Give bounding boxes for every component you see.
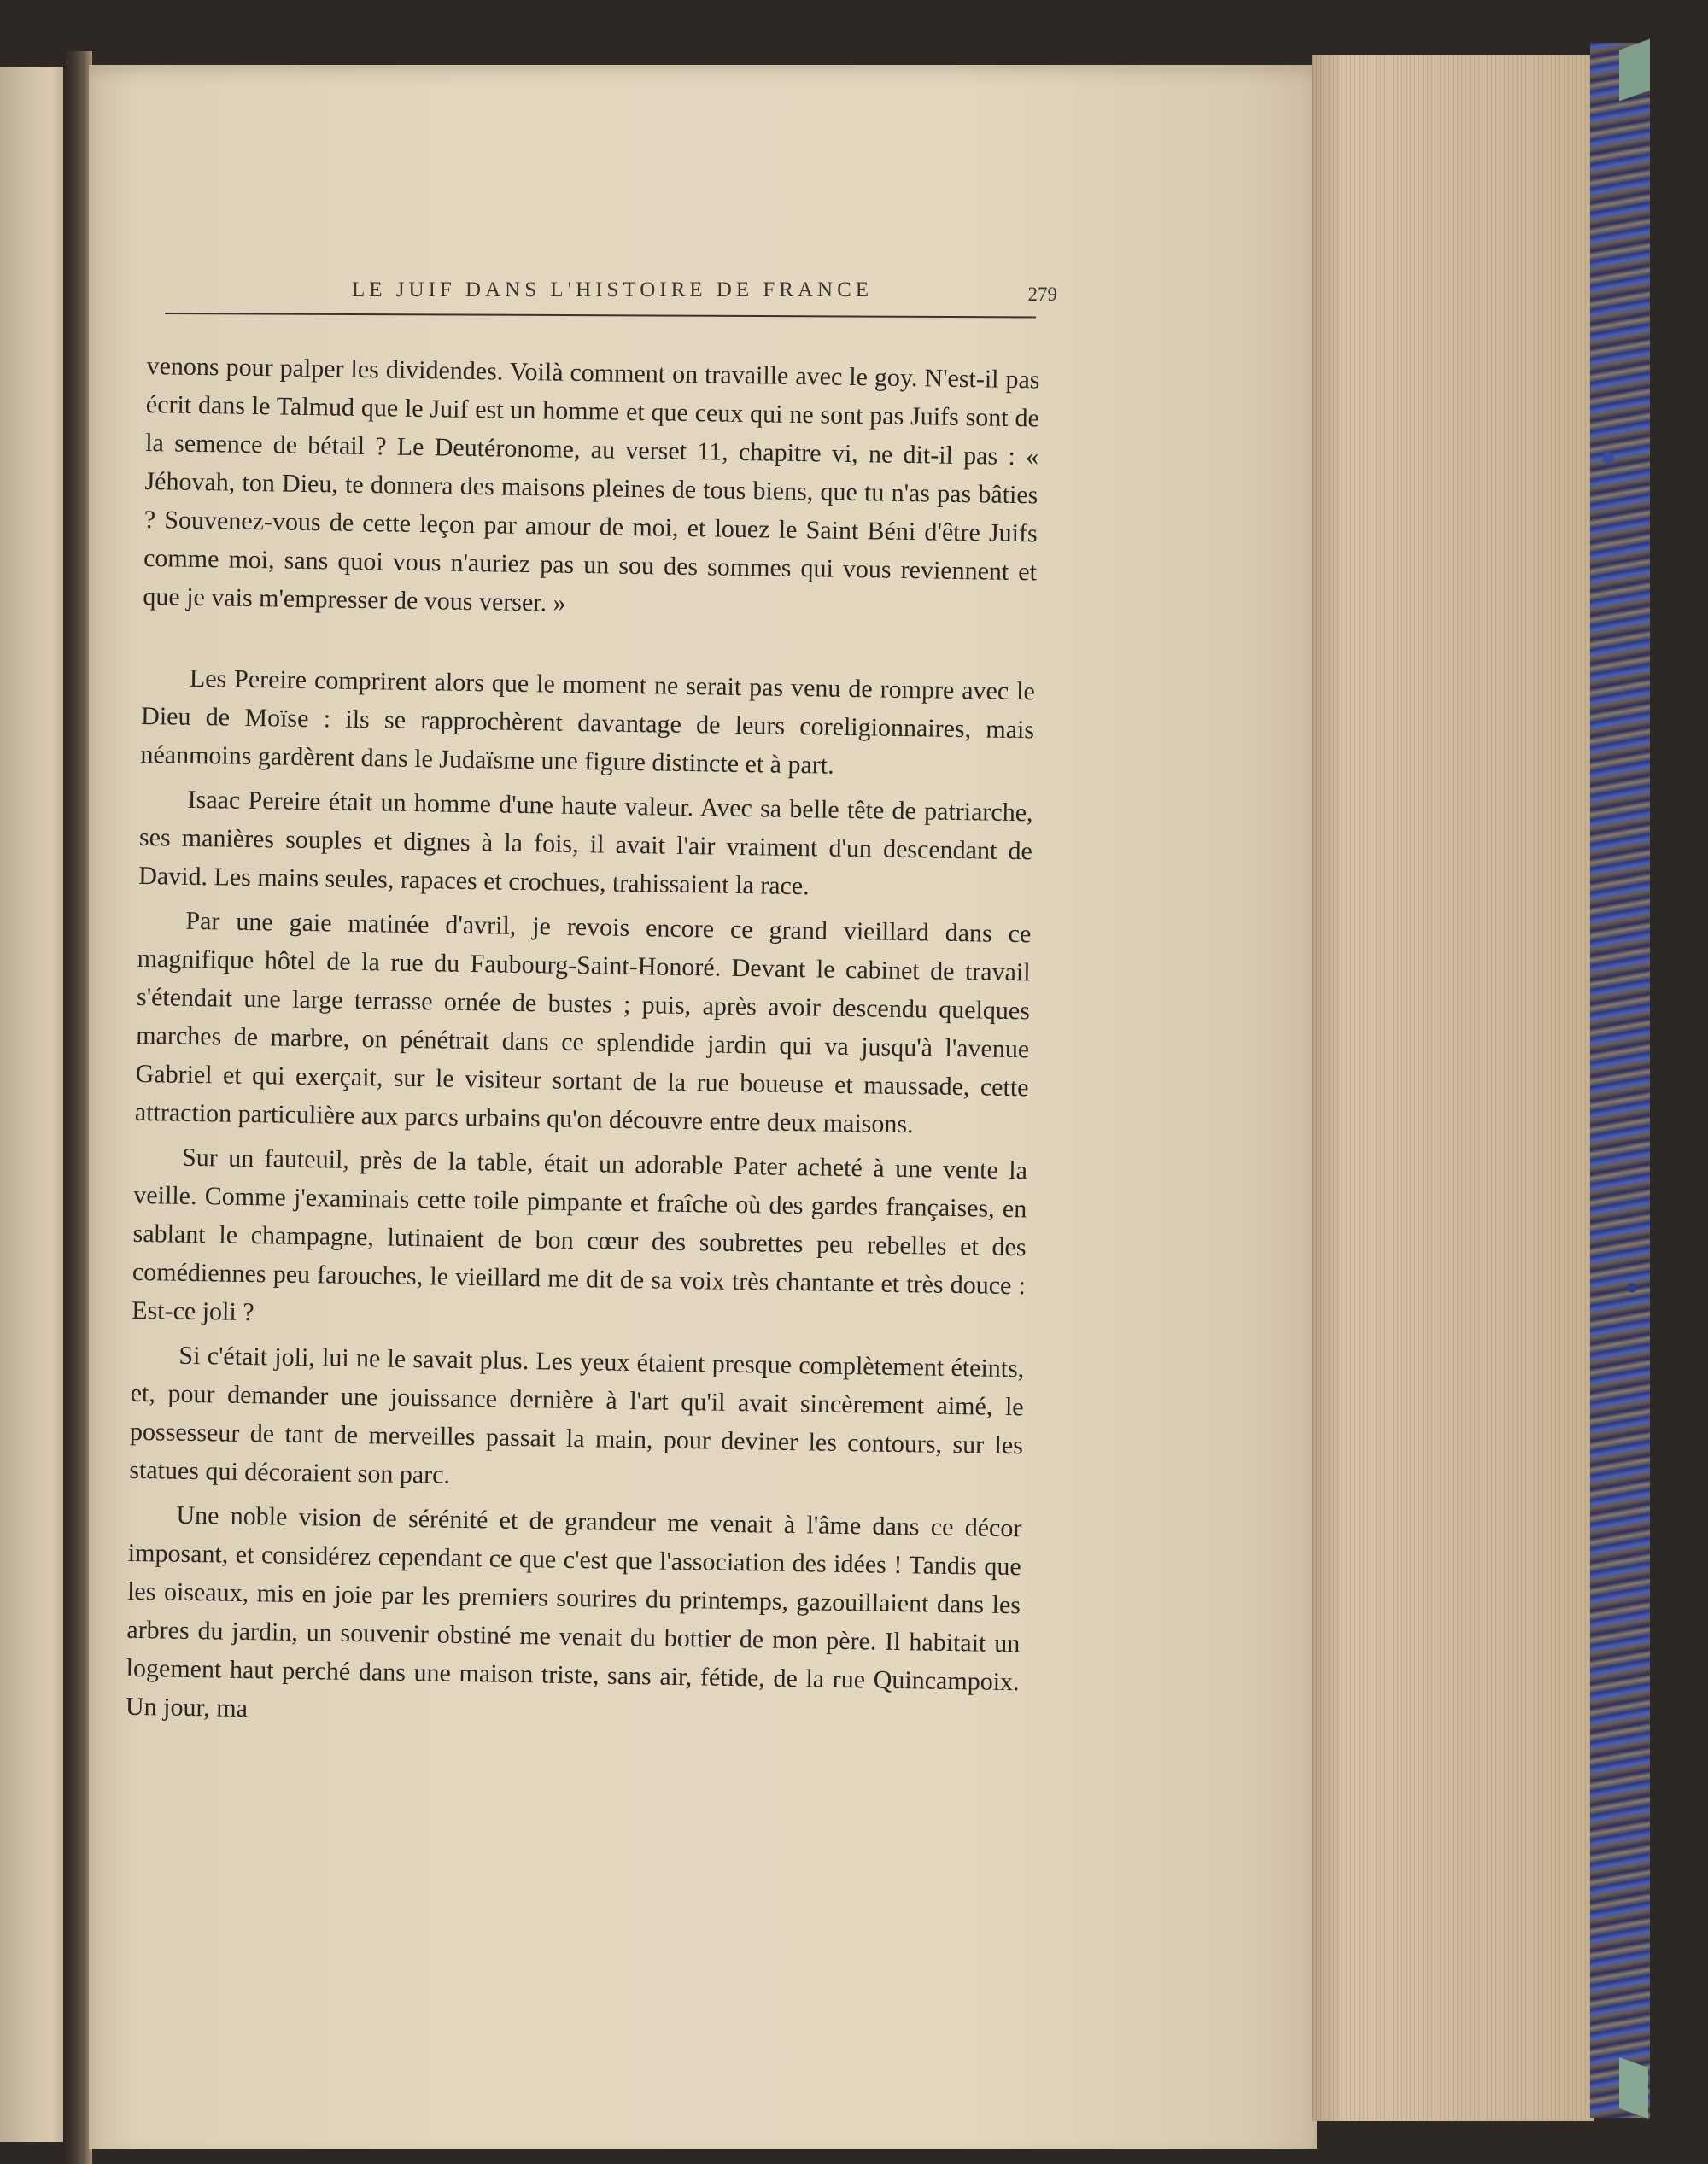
page-edges [1312, 55, 1594, 2121]
paragraph-2: Les Pereire comprirent alors que le moment ne serait pas venu de rompre avec le Dieu de Moïse : ils se rapprochèrent davantage de leurs coreligionnaires, mais néanmoins gardèrent dans le Judaïsme une figure distincte et à part. [140, 664, 1036, 780]
paragraph-3: Isaac Pereire était un homme d'une haute valeur. Avec sa belle tête de patriarche, ses manières souples et dignes à la fois, il avait l'air vraiment d'un descendant de David. Les mains seules, rapaces et crochues, trahissaient la race. [138, 785, 1033, 901]
paragraph-6: Si c'était joli, lui ne le savait plus. Les yeux étaient presque complètement éteints, et, pour demander une jouissance dernière à l'art qu'il avait sincèrement aimé, le possesseur de tant de merveilles passait la main, pour deviner les contours, sur les statues qui décoraient son parc. [129, 1341, 1025, 1489]
paragraph-4: Par une gaie matinée d'avril, je revois encore ce grand vieillard dans ce magnifique hôtel de la rue du Faubourg-Saint-Honoré. Devant le cabinet de travail s'étendait une large terrasse ornée de bustes ; puis, après avoir descendu quelques marches de marbre, on pénétrait dans ce splendide jardin qui va jusqu'à l'avenue Gabriel et qui exerçait, sur le visiteur sortant de la rue boueuse et maussade, cette attraction particulière aux parcs urbains qu'on découvre entre deux maisons. [134, 906, 1032, 1139]
book-gutter [63, 51, 92, 2164]
paragraph-7: Une noble vision de sérénité et de grandeur me venait à l'âme dans ce décor imposant, et considérez cependant ce que c'est que l'association des idées ! Tandis que les oiseaux, mis en joie par les premiers sourires du printemps, gazouillaient dans les arbres du jardin, un souvenir obstiné me venait du bottier de mon père. Il habitait un logement haut perché dans une maison triste, sans air, fétide, de la rue Quincampoix. Un jour, ma [125, 1500, 1022, 1723]
paragraph-1: venons pour palper les dividendes. Voilà comment on travaille avec le goy. N'est-il pas écrit dans le Talmud que le Juif est un homme et que ceux qui ne sont pas Juifs sont de la semence de bétail ? Le Deutéronome, au verset 11, chapitre vi, ne dit-il pas : « Jéhovah, ton Dieu, te donnera des maisons pleines de tous biens, que tu n'as pas bâties ? Souvenez-vous de cette leçon par amour de moi, et louez le Saint Béni d'être Juifs comme moi, sans quoi vous n'auriez pas un sou des sommes qui vous reviennent et que je vais m'empresser de vous verser. » [143, 351, 1040, 617]
paragraph-5: Sur un fauteuil, près de la table, était un adorable Pater acheté à une vente la veille. Comme j'examinais cette toile pimpante et fraîche où des gardes françaises, en sablant le champagne, lutinaient de bon cœur des soubrettes peu rebelles et des comédiennes peu farouches, le vieillard me dit de sa voix très chantante et très douce : Est-ce joli ? [132, 1143, 1028, 1327]
marbled-cover [1590, 43, 1650, 2118]
running-head-title: LE JUIF DANS L'HISTOIRE DE FRANCE [352, 278, 874, 301]
page-edges-shadow [1312, 55, 1346, 2121]
previous-page-edge [0, 67, 65, 2142]
page-number: 279 [1027, 284, 1057, 305]
cover-corner-bottom [1619, 2057, 1648, 2119]
body-text [126, 347, 1040, 1746]
